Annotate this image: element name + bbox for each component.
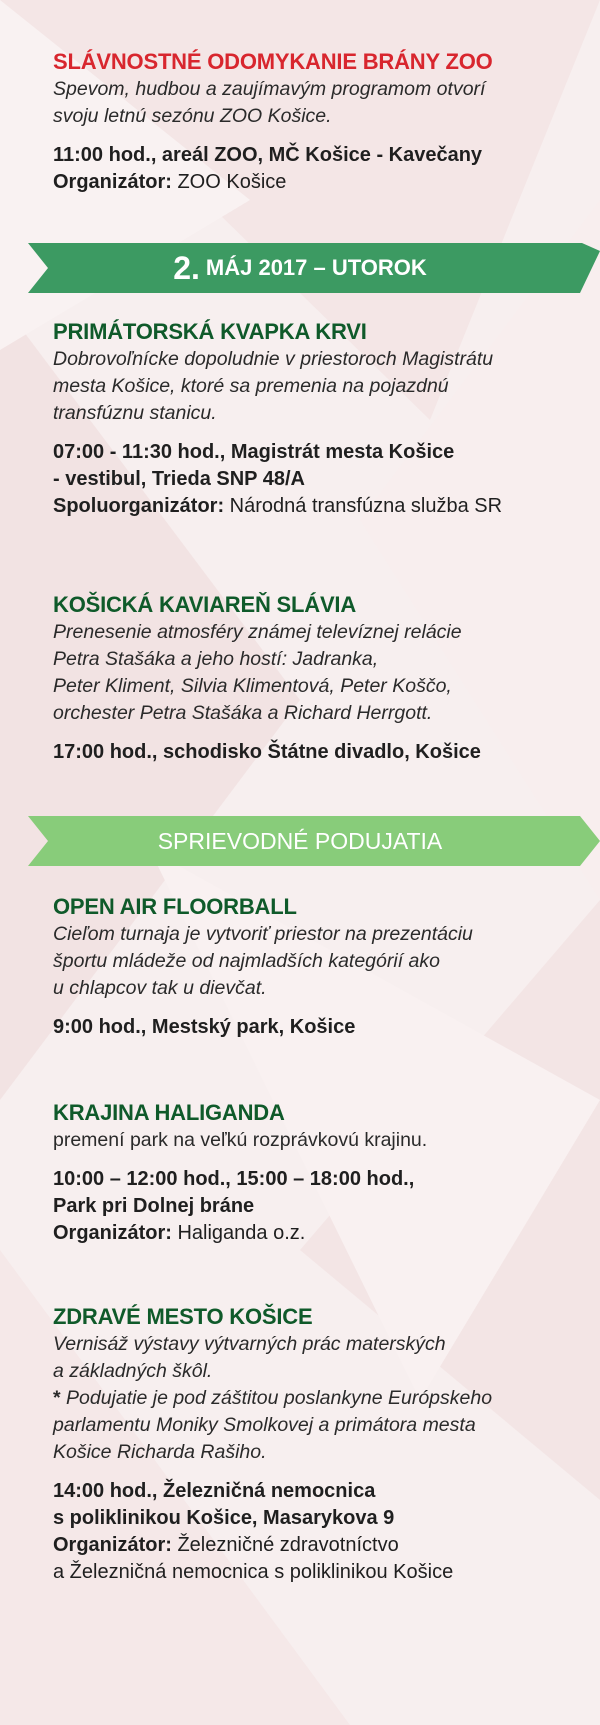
side-events-label: SPRIEVODNÉ PODUJATIA bbox=[157, 827, 443, 854]
event-blood-donation bbox=[53, 318, 573, 520]
event-krajina-haliganda bbox=[53, 1099, 573, 1247]
event-info bbox=[53, 739, 573, 766]
side-events-banner bbox=[0, 816, 600, 866]
event-info: 14:00 hod., Železničná nemocnica s poliklinikou Košice, Masarykova 9 Organizátor: Železničné zdravotníctvo a Železničná nemocnica s poliklinikou Košice bbox=[53, 1478, 573, 1586]
event-zoo-opening bbox=[53, 48, 573, 196]
event-info bbox=[53, 1166, 573, 1247]
event-organizer: Organizátor: Železničné zdravotníctvo bbox=[53, 1534, 399, 1556]
event-organizer: Organizátor: ZOO Košice bbox=[53, 171, 287, 193]
day-number: 2. bbox=[173, 250, 200, 286]
event-time-place: 10:00 – 12:00 hod., 15:00 – 18:00 hod., Park pri Dolnej bráne bbox=[53, 1168, 415, 1217]
event-zdrave-mesto bbox=[53, 1303, 573, 1586]
event-info bbox=[53, 1014, 573, 1041]
event-time-place: 11:00 hod., areál ZOO, MČ Košice - Kavečany bbox=[53, 144, 483, 166]
event-info bbox=[53, 439, 573, 520]
event-description: Vernisáž výstavy výtvarných prác materských a základných škôl. * Podujatie je pod záštitou poslankyne Európskeho parlamentu Moniky Smolkovej a primátora mesta Košice Richarda Rašiho. bbox=[53, 1331, 573, 1466]
day-banner bbox=[0, 243, 600, 293]
event-note: * Podujatie je pod záštitou poslankyne Európskeho bbox=[53, 1387, 493, 1409]
event-description: premení park na veľkú rozprávkovú krajinu. bbox=[53, 1129, 428, 1151]
event-time-place: 17:00 hod., schodisko Štátne divadlo, Košice bbox=[53, 741, 481, 763]
event-title: SLÁVNOSTNÉ ODOMYKANIE BRÁNY ZOO bbox=[53, 49, 493, 74]
event-title: KOŠICKÁ KAVIAREŇ SLÁVIA bbox=[53, 592, 357, 617]
event-title: ZDRAVÉ MESTO KOŠICE bbox=[53, 1304, 313, 1329]
event-organizer: Organizátor: Haliganda o.z. bbox=[53, 1222, 306, 1244]
event-title: OPEN AIR FLOORBALL bbox=[53, 894, 297, 919]
event-open-air-floorball bbox=[53, 893, 573, 1041]
event-description: Cieľom turnaja je vytvoriť priestor na prezentáciu športu mládeže od najmladších kategórií ako u chlapcov tak u dievčat. bbox=[53, 923, 473, 999]
event-organizer: Spoluorganizátor: Národná transfúzna služba SR bbox=[53, 495, 503, 517]
event-time-place: 07:00 - 11:30 hod., Magistrát mesta Košice - vestibul, Trieda SNP 48/A bbox=[53, 441, 455, 490]
event-description: Prenesenie atmosféry známej televíznej relácie Petra Stašáka a jeho hostí: Jadranka, Peter Kliment, Silvia Klimentová, Peter Koščo, orchester Petra Stašáka a Richard Herrgott. bbox=[53, 621, 462, 724]
event-title: KRAJINA HALIGANDA bbox=[53, 1100, 285, 1125]
event-info bbox=[53, 142, 573, 196]
day-label: MÁJ 2017 – UTOROK bbox=[205, 255, 427, 280]
event-time-place: 14:00 hod., Železničná nemocnica s poliklinikou Košice, Masarykova 9 bbox=[53, 1480, 395, 1529]
event-title: PRIMÁTORSKÁ KVAPKA KRVI bbox=[53, 319, 367, 344]
event-description: Spevom, hudbou a zaujímavým programom otvorí svoju letnú sezónu ZOO Košice. bbox=[53, 78, 486, 127]
event-time-place: 9:00 hod., Mestský park, Košice bbox=[53, 1016, 356, 1038]
event-kaviaren-slavia bbox=[53, 591, 573, 766]
event-description: Dobrovoľnícke dopoludnie v priestoroch Magistrátu mesta Košice, ktoré sa premenia na pojazdnú transfúznu stanicu. bbox=[53, 348, 494, 424]
